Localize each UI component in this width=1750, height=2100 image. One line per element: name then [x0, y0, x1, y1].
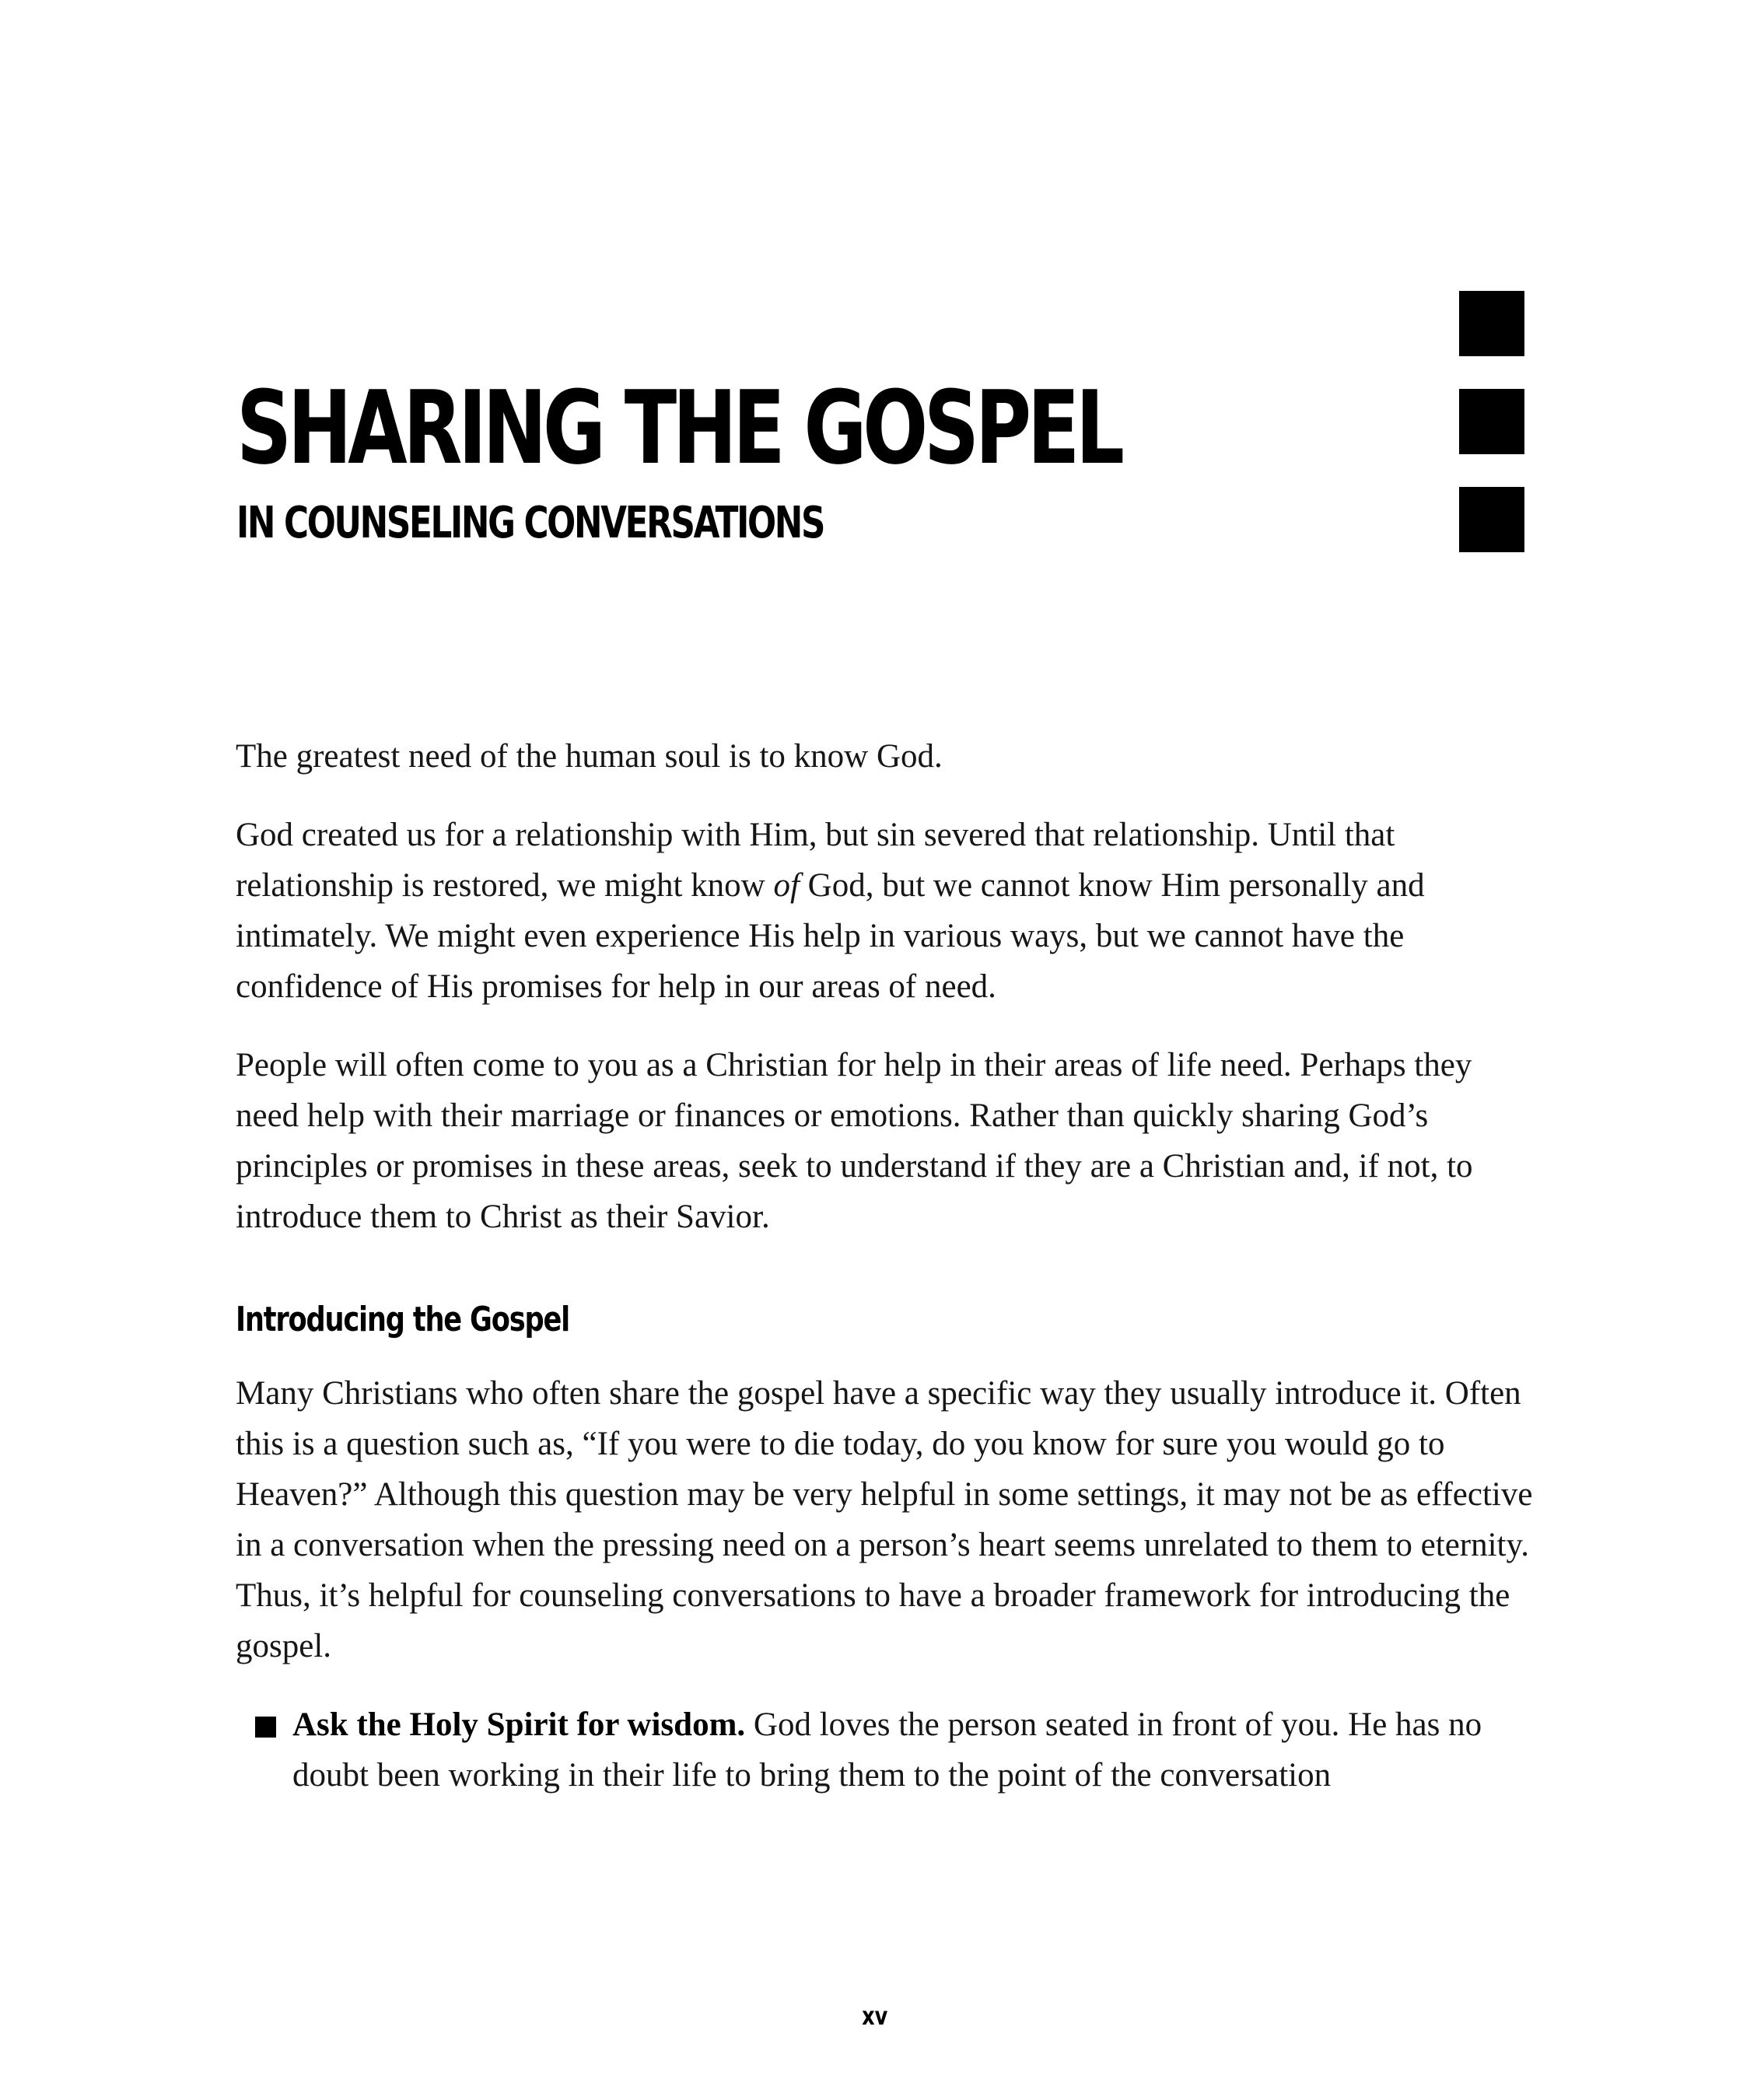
decorative-square [1459, 487, 1524, 552]
paragraph-2-part-1: God created us for a relationship with Him, but sin severed that relationship. Until that relationship is restored, we might know [236, 817, 1395, 904]
paragraph-1: The greatest need of the human soul is to know God. [236, 738, 943, 775]
chapter-subtitle: IN COUNSELING CONVERSATIONS [236, 498, 824, 548]
bullet-body-text: God loves the person seated in front of you. He has no doubt been working in their life to bring them to the point of the conversation [292, 1706, 1482, 1794]
bullet-list [236, 1699, 1535, 1801]
section-heading: Introducing the Gospel [236, 1300, 569, 1339]
paragraph-2-italic: of [773, 867, 800, 904]
chapter-title: SHARING THE GOSPEL [236, 369, 1121, 487]
bullet-lead-text: Ask the Holy Spirit for wisdom. [292, 1706, 746, 1743]
page-number-text: xv [862, 2001, 888, 2031]
paragraph-3: People will often come to you as a Christian for help in their areas of life need. Perhaps they need help with their marriage or finances or emotions. Rather than quickly sharing God’s principles or promises in these areas, seek to understand if they are a Christian and, if not, to introduce them to Christ as their Savior. [236, 1047, 1473, 1235]
paragraph-2 [236, 810, 1535, 1012]
decorative-square [1459, 389, 1524, 454]
paragraph-2-part-2: God, but we cannot know Him personally and intimately. We might even experience His help in various ways, but we cannot have the confidence of His promises for help in our areas of need. [236, 867, 1425, 1005]
body-text [236, 731, 1535, 1801]
page-number [0, 2000, 1750, 2032]
list-item [236, 1699, 1535, 1801]
square-bullet-icon [255, 1717, 276, 1738]
decorative-squares [1459, 291, 1524, 552]
decorative-square [1459, 291, 1524, 356]
section-paragraph: Many Christians who often share the gospel have a specific way they usually introduce it. Often this is a question such as, “If you were to die today, do you know for sure you would go to Heaven?” Although this question may be very helpful in some settings, it may not be as effective in a conversation when the pressing need on a person’s heart seems unrelated to them to eternity. Thus, it’s helpful for counseling conversations to have a broader framework for introducing the gospel. [236, 1375, 1533, 1664]
